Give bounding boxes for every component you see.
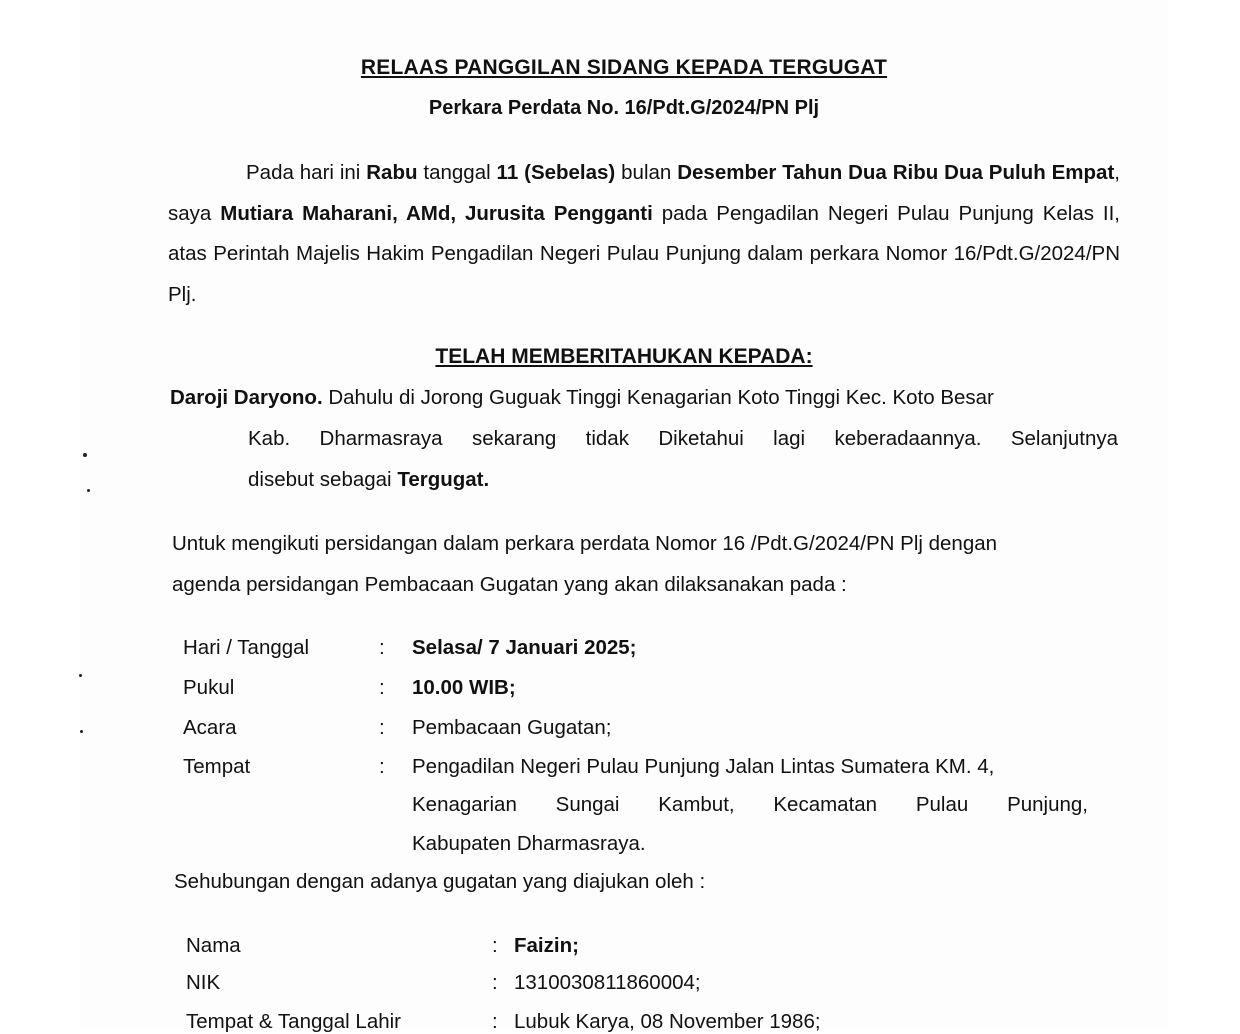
invitation-line-2: agenda persidangan Pembacaan Gugatan yang akan dilaksanakan pada : (172, 573, 847, 596)
defendant-address: Dahulu di Jorong Guguak Tinggi Kenagarian Koto Tinggi Kec. Koto Besar (322, 386, 994, 409)
defendant-line-1 (170, 378, 1120, 419)
schedule-day-value: Selasa/ 7 Januari 2025; (412, 636, 637, 659)
schedule-time-value: 10.00 WIB; (412, 676, 516, 699)
document-title: RELAAS PANGGILAN SIDANG KEPADA TERGUGAT (360, 56, 888, 79)
defendant-role: Tergugat. (397, 468, 490, 491)
officer-name: Mutiara Maharani, AMd, Jurusita Pengganti (220, 201, 653, 225)
plaintiff-name-value: Faizin; (514, 934, 579, 957)
plaintiff-label: Nama (186, 934, 241, 957)
schedule-label: Tempat (183, 755, 251, 778)
defendant-line-3 (248, 460, 489, 501)
document-page (80, 0, 1168, 1033)
schedule-label: Acara (183, 716, 237, 739)
scan-margin (1168, 0, 1240, 1029)
scan-speck (83, 453, 87, 457)
defendant-name: Daroji Daryono. (170, 386, 323, 409)
opening-text: bulan (615, 161, 678, 184)
opening-text: pada Pengadilan Negeri Pulau Punjung Kelas II, atas Perintah Majelis Hakim Pengadilan Negeri Pulau Punjung dalam perkara Nomor 16/Pdt.G/2024/PN Plj. (168, 201, 1121, 306)
schedule-colon: : (379, 755, 385, 778)
opening-day: Rabu (366, 161, 418, 184)
plaintiff-label: Tempat & Tanggal Lahir (186, 1010, 402, 1033)
schedule-label: Hari / Tanggal (183, 636, 310, 659)
opening-date: 11 (Sebelas) (496, 161, 616, 184)
defendant-line-2: Kab. Dharmasraya sekarang tidak Diketahui lagi keberadaannya. Selanjutnya (248, 427, 1118, 450)
plaintiff-colon: : (492, 971, 498, 994)
plaintiff-colon: : (492, 1010, 498, 1033)
scan-speck (87, 489, 90, 492)
schedule-colon: : (379, 716, 385, 739)
plaintiff-birth-value: Lubuk Karya, 08 November 1986; (514, 1010, 821, 1033)
notice-heading: TELAH MEMBERITAHUKAN KEPADA: (435, 345, 813, 368)
schedule-event-value: Pembacaan Gugatan; (412, 716, 612, 739)
schedule-place-line-2: Kenagarian Sungai Kambut, Kecamatan Pulau Punjung, (412, 793, 1088, 816)
related-text: Sehubungan dengan adanya gugatan yang diajukan oleh : (174, 870, 706, 893)
schedule-label: Pukul (183, 676, 235, 699)
opening-text: tanggal (417, 161, 497, 184)
opening-text: , saya (168, 161, 1120, 225)
plaintiff-colon: : (492, 934, 498, 957)
defendant-text: disebut sebagai (248, 468, 398, 491)
opening-text: Pada hari ini (246, 161, 367, 184)
case-number-subtitle: Perkara Perdata No. 16/Pdt.G/2024/PN Plj (428, 97, 820, 119)
invitation-line-1: Untuk mengikuti persidangan dalam perkara perdata Nomor 16 /Pdt.G/2024/PN Plj dengan (172, 532, 998, 555)
opening-month-year: Desember Tahun Dua Ribu Dua Puluh Empat (677, 161, 1115, 184)
scan-speck (80, 730, 83, 733)
plaintiff-label: NIK (186, 971, 221, 994)
opening-paragraph (168, 153, 1120, 315)
plaintiff-nik-value: 1310030811860004; (514, 971, 701, 994)
schedule-place-line-3: Kabupaten Dharmasraya. (412, 832, 646, 855)
schedule-colon: : (379, 636, 385, 659)
scan-speck (79, 674, 82, 677)
schedule-place-value: Pengadilan Negeri Pulau Punjung Jalan Lintas Sumatera KM. 4, (412, 755, 995, 778)
schedule-colon: : (379, 676, 385, 699)
